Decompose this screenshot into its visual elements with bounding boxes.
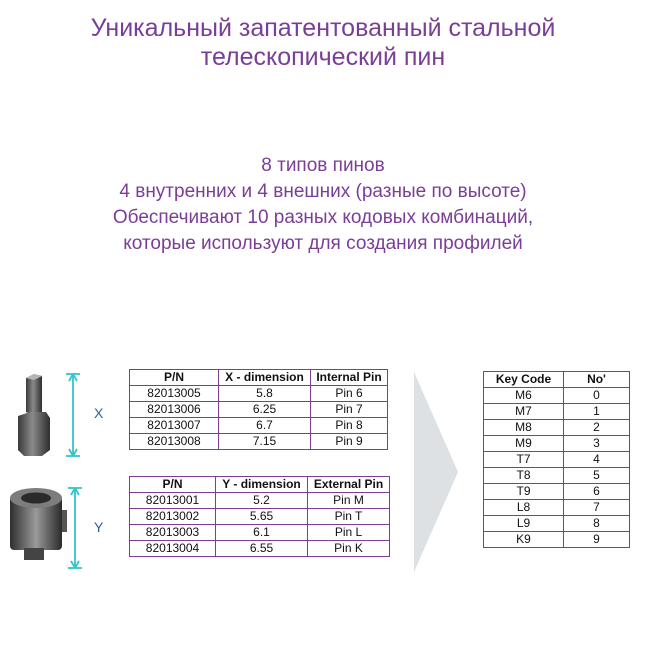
cell-pn: 82013007 (130, 418, 219, 434)
cell-pn: 82013002 (130, 509, 216, 525)
chevron-right-icon (414, 372, 462, 572)
header-x-dimension: X - dimension (219, 370, 311, 386)
cell-number: 2 (564, 420, 630, 436)
table-row (484, 404, 630, 420)
cell-number: 1 (564, 404, 630, 420)
table-row (484, 484, 630, 500)
cell-dimension: 5.65 (216, 509, 308, 525)
cell-key-code: M8 (484, 420, 564, 436)
y-label: Y (94, 519, 104, 535)
external-pin-table (129, 476, 390, 557)
header-pn: P/N (130, 370, 219, 386)
table-row (130, 402, 388, 418)
external-pin-image (6, 484, 68, 564)
cell-key-code: L8 (484, 500, 564, 516)
cell-number: 8 (564, 516, 630, 532)
table-header-row (484, 372, 630, 388)
header-y-dimension: Y - dimension (216, 477, 308, 493)
table-row (130, 418, 388, 434)
cell-pin: Pin 9 (311, 434, 388, 450)
cell-pn: 82013008 (130, 434, 219, 450)
cell-dimension: 6.7 (219, 418, 311, 434)
key-code-table (483, 371, 630, 548)
table-row (484, 468, 630, 484)
cell-dimension: 6.25 (219, 402, 311, 418)
description-line-2: 4 внутренних и 4 внешних (разные по высоте) (119, 181, 527, 202)
cell-pin: Pin T (308, 509, 390, 525)
cell-key-code: T9 (484, 484, 564, 500)
cell-key-code: T7 (484, 452, 564, 468)
cell-key-code: K9 (484, 532, 564, 548)
x-label: X (94, 405, 104, 421)
cell-pin: Pin M (308, 493, 390, 509)
table-row (130, 509, 390, 525)
cell-pin: Pin L (308, 525, 390, 541)
cell-pn: 82013003 (130, 525, 216, 541)
y-dimension-marker (66, 486, 84, 570)
cell-dimension: 5.8 (219, 386, 311, 402)
internal-pin-table (129, 369, 388, 450)
description-line-3: Обеспечивают 10 разных кодовых комбинаций, (112, 207, 534, 228)
cell-key-code: M6 (484, 388, 564, 404)
cell-key-code: M9 (484, 436, 564, 452)
header-internal-pin: Internal Pin (311, 370, 388, 386)
cell-dimension: 5.2 (216, 493, 308, 509)
cell-pn: 82013005 (130, 386, 219, 402)
cell-number: 0 (564, 388, 630, 404)
header-external-pin: External Pin (308, 477, 390, 493)
table-row (484, 388, 630, 404)
table-row (130, 493, 390, 509)
cell-dimension: 7.15 (219, 434, 311, 450)
title-line-1: Уникальный запатентованный стальной (90, 14, 556, 42)
cell-number: 9 (564, 532, 630, 548)
table-row (130, 525, 390, 541)
header-key-code: Key Code (484, 372, 564, 388)
cell-key-code: T8 (484, 468, 564, 484)
cell-number: 7 (564, 500, 630, 516)
cell-number: 3 (564, 436, 630, 452)
table-row (130, 434, 388, 450)
table-row (484, 452, 630, 468)
cell-key-code: L9 (484, 516, 564, 532)
x-dimension-marker (64, 372, 82, 458)
cell-key-code: M7 (484, 404, 564, 420)
title-line-2: телескопический пин (200, 43, 446, 71)
cell-pin: Pin 8 (311, 418, 388, 434)
internal-pin-image (12, 372, 57, 458)
table-row (130, 541, 390, 557)
cell-dimension: 6.55 (216, 541, 308, 557)
cell-pn: 82013006 (130, 402, 219, 418)
header-pn: P/N (130, 477, 216, 493)
table-row (484, 500, 630, 516)
cell-pin: Pin K (308, 541, 390, 557)
cell-pin: Pin 6 (311, 386, 388, 402)
table-row (484, 516, 630, 532)
description-line-1: 8 типов пинов (261, 155, 385, 176)
cell-number: 4 (564, 452, 630, 468)
cell-pin: Pin 7 (311, 402, 388, 418)
header-number: No' (564, 372, 630, 388)
table-header-row (130, 477, 390, 493)
description-line-4: которые используют для создания профилей (123, 233, 523, 254)
description (0, 153, 646, 257)
table-row (130, 386, 388, 402)
page-title (0, 14, 646, 72)
cell-number: 5 (564, 468, 630, 484)
cell-pn: 82013001 (130, 493, 216, 509)
cell-dimension: 6.1 (216, 525, 308, 541)
cell-number: 6 (564, 484, 630, 500)
cell-pn: 82013004 (130, 541, 216, 557)
table-row (484, 436, 630, 452)
table-row (484, 532, 630, 548)
table-row (484, 420, 630, 436)
table-header-row (130, 370, 388, 386)
